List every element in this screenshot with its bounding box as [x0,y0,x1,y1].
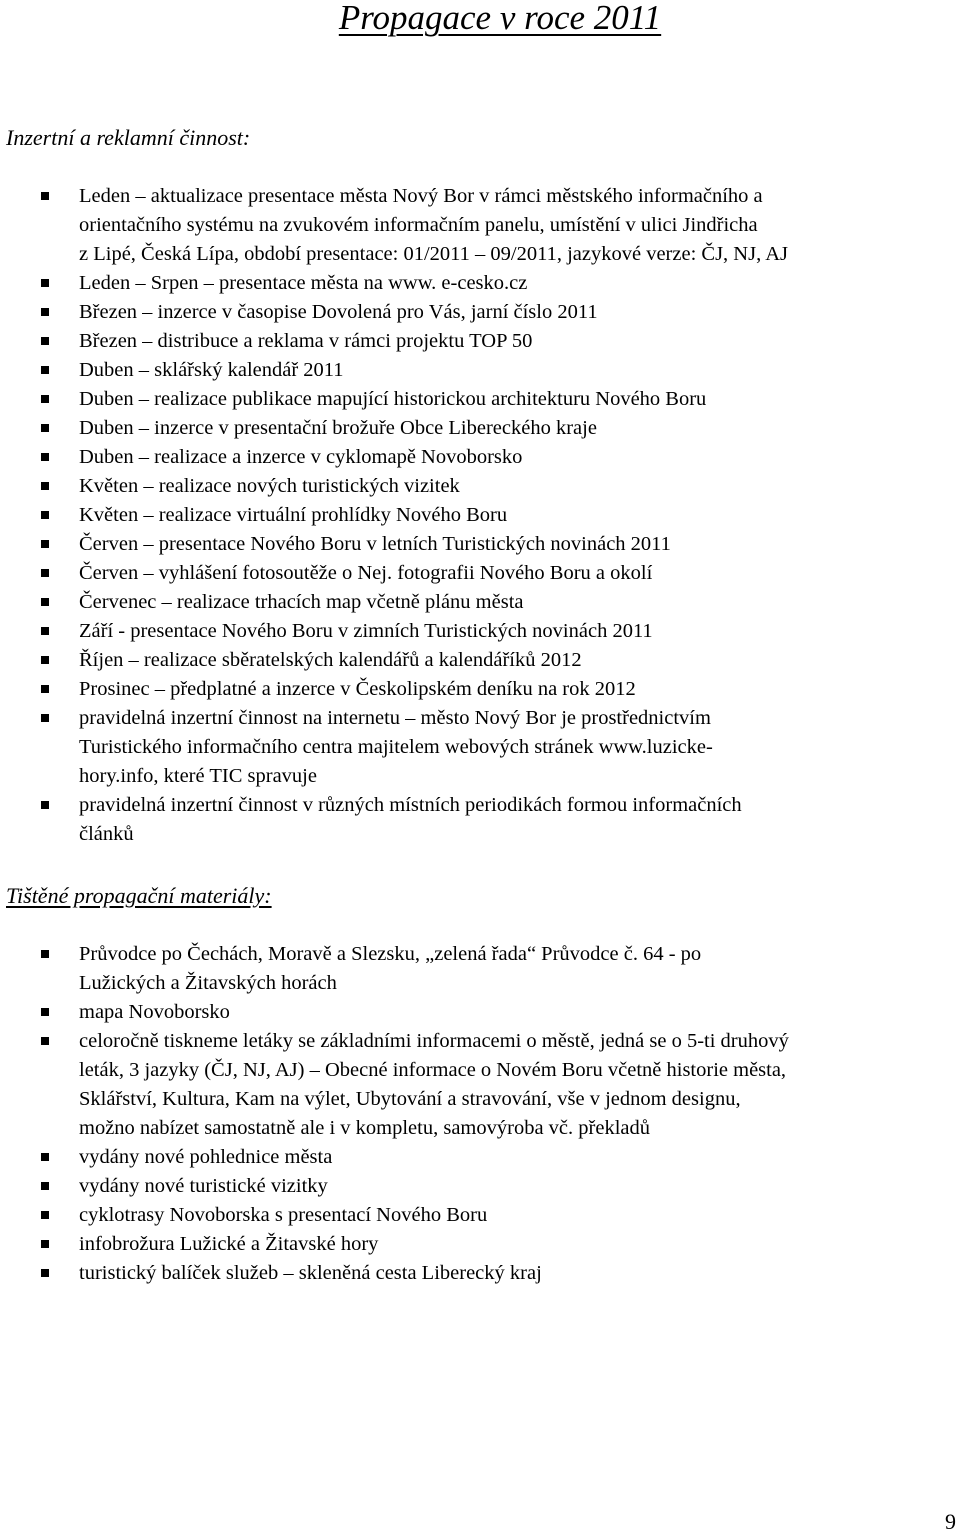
list-item-line: Březen – distribuce a reklama v rámci projektu TOP 50 [79,330,533,352]
list-item [0,704,960,791]
list-item [0,501,960,530]
list-item-line: Květen – realizace virtuální prohlídky Nového Boru [79,504,508,526]
list-item-line: Duben – realizace publikace mapující historickou architekturu Nového Boru [79,388,707,410]
list-item [0,940,960,998]
list-item-line: Říjen – realizace sběratelských kalendářů a kalendáříků 2012 [79,649,582,671]
bullet-square-icon [41,192,49,200]
bullet-square-icon [41,540,49,548]
list-item [0,443,960,472]
bullet-square-icon [41,511,49,519]
bullet-square-icon [41,1211,49,1219]
page-number: 9 [945,1509,956,1534]
list-item [0,998,960,1027]
list-item-line: Lužických a Žitavských horách [79,972,337,994]
bullet-square-icon [41,1182,49,1190]
list-item [0,675,960,704]
list-item-line: celoročně tiskneme letáky se základními informacemi o městě, jedná se o 5-ti druhový [79,1030,789,1052]
list-item-line: Květen – realizace nových turistických vizitek [79,475,460,497]
list-item [0,356,960,385]
list-item-line: Červenec – realizace trhacích map včetně plánu města [79,591,524,613]
list-item-line: článků [79,823,134,845]
list-item-line: Turistického informačního centra majitelem webových stránek www.luzicke- [79,736,713,758]
list-item-line: orientačního systému na zvukovém informačním panelu, umístění v ulici Jindřicha [79,214,758,236]
bullet-square-icon [41,569,49,577]
list-item-line: pravidelná inzertní činnost na internetu – město Nový Bor je prostřednictvím [79,707,711,729]
list-item [0,1259,960,1288]
bullet-square-icon [41,685,49,693]
bullet-square-icon [41,279,49,287]
bullet-square-icon [41,424,49,432]
list-item-line: Prosinec – předplatné a inzerce v Českolipském deníku na rok 2012 [79,678,636,700]
list-item [0,385,960,414]
list-item-line: infobrožura Lužické a Žitavské hory [79,1233,379,1255]
list-item [0,414,960,443]
bullet-square-icon [41,337,49,345]
advertising-list [0,182,960,849]
bullet-square-icon [41,1269,49,1277]
list-item [0,646,960,675]
list-item [0,298,960,327]
list-item [0,1143,960,1172]
list-item-line: Září - presentace Nového Boru v zimních Turistických novinách 2011 [79,620,653,642]
list-item [0,588,960,617]
list-item [0,182,960,269]
bullet-square-icon [41,598,49,606]
page-title: Propagace v roce 2011 [338,0,662,37]
bullet-square-icon [41,1240,49,1248]
bullet-square-icon [41,482,49,490]
list-item-line: z Lipé, Česká Lípa, období presentace: 01/2011 – 09/2011, jazykové verze: ČJ, NJ, AJ [79,243,788,265]
bullet-square-icon [41,395,49,403]
list-item-line: Leden – Srpen – presentace města na www. e-cesko.cz [79,272,528,294]
bullet-square-icon [41,714,49,722]
list-item-line: turistický balíček služeb – skleněná cesta Liberecký kraj [79,1262,542,1284]
list-item-line: hory.info, které TIC spravuje [79,765,317,787]
list-item-line: leták, 3 jazyky (ČJ, NJ, AJ) – Obecné informace o Novém Boru včetně historie města, [79,1059,787,1081]
list-item [0,1230,960,1259]
list-item-line: vydány nové pohlednice města [79,1146,333,1168]
list-item [0,617,960,646]
bullet-square-icon [41,1037,49,1045]
bullet-square-icon [41,1153,49,1161]
list-item [0,269,960,298]
list-item [0,530,960,559]
bullet-square-icon [41,801,49,809]
section-heading-advertising: Inzertní a reklamní činnost: [6,125,251,150]
bullet-square-icon [41,308,49,316]
list-item [0,559,960,588]
list-item-line: Duben – realizace a inzerce v cyklomapě Novoborsko [79,446,523,468]
list-item-line: Sklářství, Kultura, Kam na výlet, Ubytování a stravování, vše v jednom designu, [79,1088,741,1110]
bullet-square-icon [41,1008,49,1016]
list-item [0,327,960,356]
list-item [0,1172,960,1201]
list-item-line: možno nabízet samostatně ale i v kompletu, samovýroba vč. překladů [79,1117,650,1139]
list-item-line: Leden – aktualizace presentace města Nový Bor v rámci městského informačního a [79,185,763,207]
list-item-line: Duben – sklářský kalendář 2011 [79,359,344,381]
list-item [0,472,960,501]
list-item-line: Duben – inzerce v presentační brožuře Obce Libereckého kraje [79,417,597,439]
list-item-line: mapa Novoborsko [79,1001,230,1023]
printed-materials-list [0,940,960,1288]
bullet-square-icon [41,627,49,635]
list-item-line: Průvodce po Čechách, Moravě a Slezsku, „zelená řada“ Průvodce č. 64 - po [79,943,702,965]
section-heading-printed-materials: Tištěné propagační materiály: [6,883,272,908]
list-item-line: Březen – inzerce v časopise Dovolená pro Vás, jarní číslo 2011 [79,301,598,323]
bullet-square-icon [41,950,49,958]
bullet-square-icon [41,656,49,664]
list-item [0,1027,960,1143]
bullet-square-icon [41,366,49,374]
bullet-square-icon [41,453,49,461]
list-item-line: cyklotrasy Novoborska s presentací Nového Boru [79,1204,488,1226]
list-item [0,791,960,849]
list-item-line: pravidelná inzertní činnost v různých místních periodikách formou informačních [79,794,742,816]
list-item-line: Červen – vyhlášení fotosoutěže o Nej. fotografii Nového Boru a okolí [79,562,653,584]
list-item-line: vydány nové turistické vizitky [79,1175,328,1197]
list-item [0,1201,960,1230]
list-item-line: Červen – presentace Nového Boru v letních Turistických novinách 2011 [79,533,671,555]
